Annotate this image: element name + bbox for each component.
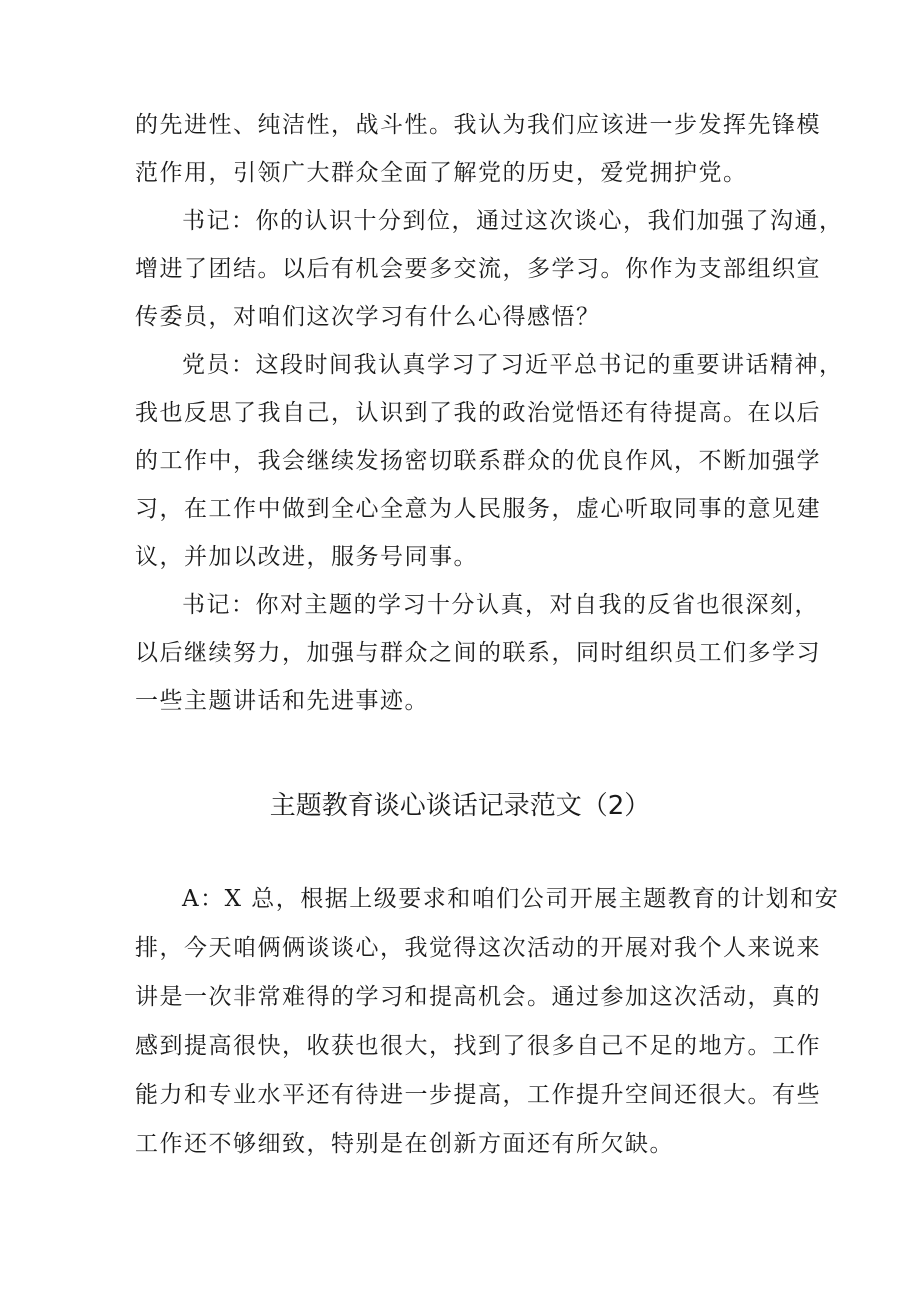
paragraph-line: 我也反思了我自己，认识到了我的政治觉悟还有待提高。在以后 [135, 400, 821, 426]
paragraph-line: 的工作中，我会继续发扬密切联系群众的优良作风，不断加强学 [135, 448, 821, 474]
paragraph-line: A：X 总，根据上级要求和咱们公司开展主题教育的计划和安 [182, 886, 840, 912]
paragraph-line: 党员：这段时间我认真学习了习近平总书记的重要讲话精神， [182, 352, 844, 378]
paragraph-line: 以后继续努力，加强与群众之间的联系，同时组织员工们多学习 [135, 640, 821, 666]
paragraph-line: 的先进性、纯洁性，战斗性。我认为我们应该进一步发挥先锋模 [135, 112, 821, 138]
paragraph-line: 感到提高很快，收获也很大，找到了很多自己不足的地方。工作 [135, 1033, 821, 1059]
paragraph-line: 增进了团结。以后有机会要多交流，多学习。你作为支部组织宣 [135, 256, 821, 282]
paragraph-line: 传委员，对咱们这次学习有什么心得感悟？ [135, 304, 601, 330]
paragraph-line: 一些主题讲话和先进事迹。 [135, 688, 429, 714]
paragraph-line: 排，今天咱俩俩谈谈心，我觉得这次活动的开展对我个人来说来 [135, 935, 821, 961]
paragraph-line: 能力和专业水平还有待进一步提高，工作提升空间还很大。有些 [135, 1082, 821, 1108]
paragraph-line: 讲是一次非常难得的学习和提高机会。通过参加这次活动，真的 [135, 984, 821, 1010]
paragraph-line: 议，并加以改进，服务号同事。 [135, 544, 478, 570]
paragraph-line: 书记：你对主题的学习十分认真，对自我的反省也很深刻， [182, 592, 819, 618]
paragraph-line: 书记：你的认识十分到位，通过这次谈心，我们加强了沟通， [182, 208, 844, 234]
paragraph-line: 工作还不够细致，特别是在创新方面还有所欠缺。 [135, 1131, 674, 1157]
paragraph-line: 范作用，引领广大群众全面了解党的历史，爱党拥护党。 [135, 160, 748, 186]
section-heading: 主题教育谈心谈话记录范文（2） [269, 791, 651, 821]
paragraph-line: 习，在工作中做到全心全意为人民服务，虚心听取同事的意见建 [135, 496, 821, 522]
